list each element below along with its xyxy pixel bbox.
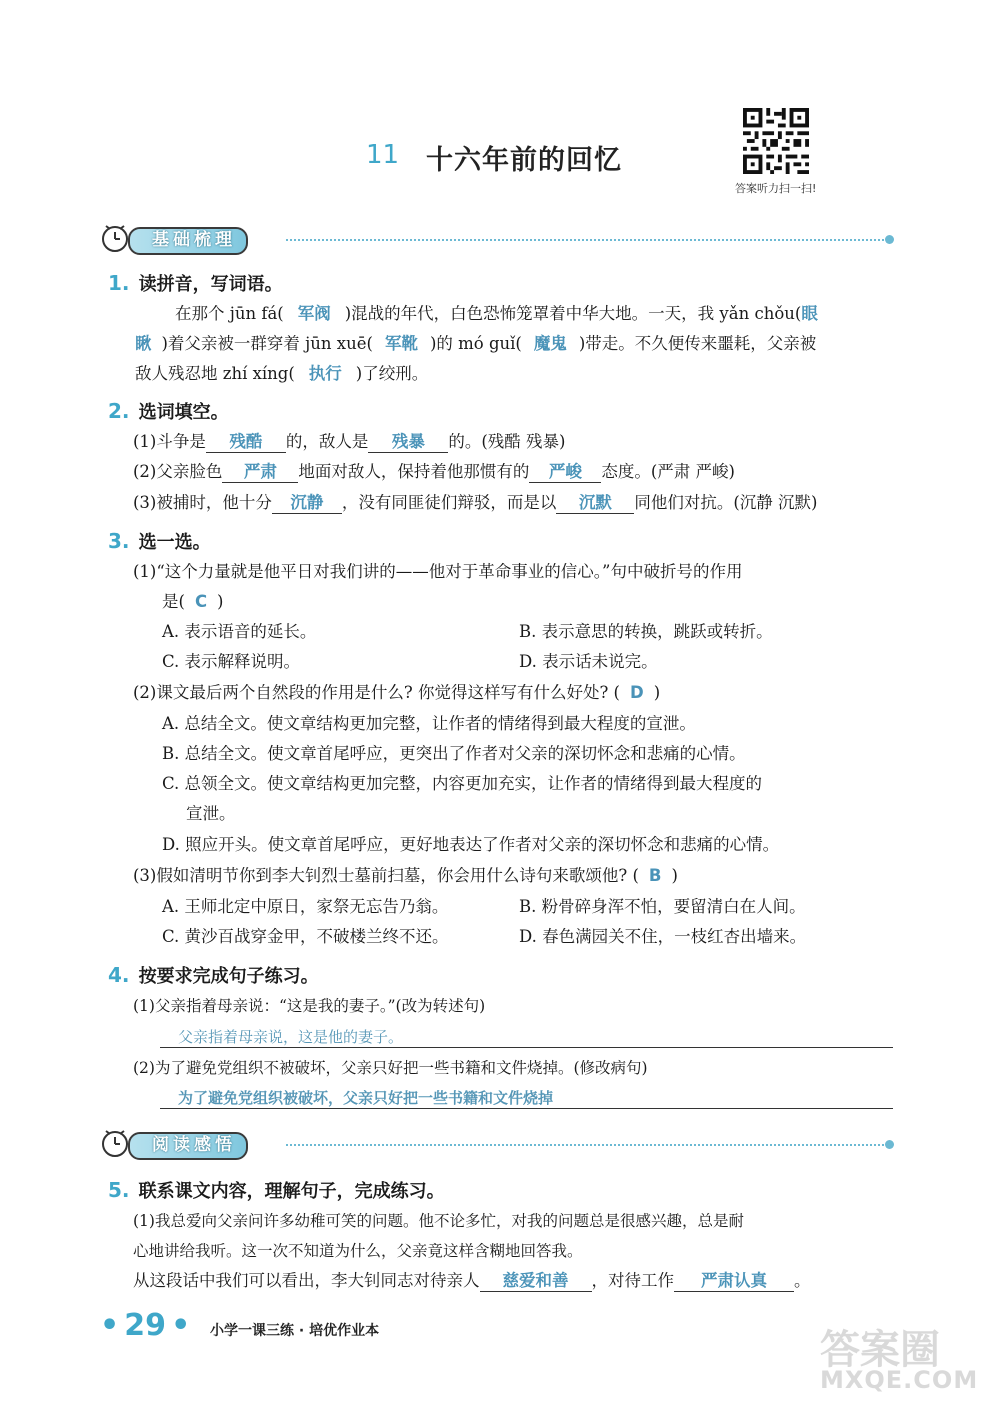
clock-icon bbox=[98, 1125, 132, 1159]
q1-line-3: 敌人残忍地 zhí xíng( 执行 )了绞刑。 bbox=[135, 364, 429, 383]
divider bbox=[286, 239, 884, 241]
answer: 军靴 bbox=[384, 334, 418, 353]
answer: 瞅 bbox=[135, 334, 152, 353]
answer: 魔鬼 bbox=[533, 334, 567, 353]
question-2 bbox=[108, 398, 229, 424]
q3-part-2: (2)课文最后两个自然段的作用是什么? 你觉得这样写有什么好处? ( D ) bbox=[133, 683, 661, 702]
section-label-basic: 基础梳理 bbox=[128, 227, 248, 255]
question-4 bbox=[108, 962, 319, 988]
answer-blank: 慈爱和善 bbox=[480, 1271, 592, 1292]
q3-p1-option-d: D. 表示话未说完。 bbox=[519, 652, 658, 671]
question-title: 联系课文内容，理解句子，完成练习。 bbox=[138, 1181, 445, 1202]
answer-line bbox=[160, 1047, 893, 1048]
question-number: 3. bbox=[108, 529, 130, 553]
q1-line-2: 瞅 )着父亲被一群穿着 jūn xuē( 军靴 )的 mó guǐ( 魔鬼 )带走。不久便传来噩耗，父亲被 bbox=[135, 334, 817, 353]
answer-blank: 沉静 bbox=[272, 493, 342, 514]
question-title: 选一选。 bbox=[138, 532, 211, 553]
answer-blank: 残酷 bbox=[206, 432, 286, 453]
answer-blank: 严峻 bbox=[529, 462, 601, 483]
q3-p2-option-d: D. 照应开头。使文章首尾呼应，更好地表达了作者对父亲的深切怀念和悲痛的心情。 bbox=[162, 835, 780, 854]
q3-p2-option-a: A. 总结全文。使文章结构更加完整，让作者的情绪得到最大程度的宣泄。 bbox=[162, 714, 696, 733]
question-number: 2. bbox=[108, 399, 130, 423]
q5-passage-line-2: 心地讲给我听。这一次不知道为什么，父亲竟这样含糊地回答我。 bbox=[133, 1242, 583, 1260]
answer: 军阀 bbox=[297, 304, 331, 323]
answer: C bbox=[194, 592, 208, 611]
question-number: 4. bbox=[108, 963, 130, 987]
divider bbox=[286, 1144, 884, 1146]
q4-sentence-2: (2)为了避免党组织不被破坏，父亲只好把一些书籍和文件烧掉。(修改病句) bbox=[133, 1059, 648, 1077]
qr-code-image bbox=[743, 108, 809, 174]
q3-p3-option-c: C. 黄沙百战穿金甲，不破楼兰终不还。 bbox=[162, 927, 449, 946]
question-5 bbox=[108, 1177, 445, 1203]
divider-dot bbox=[885, 1140, 894, 1149]
question-title: 按要求完成句子练习。 bbox=[138, 966, 319, 987]
clock-icon bbox=[98, 220, 132, 254]
question-3 bbox=[108, 528, 211, 554]
lesson-header bbox=[366, 138, 666, 178]
qr-caption: 答案听力扫一扫! bbox=[735, 182, 817, 195]
q3-part-3: (3)假如清明节你到李大钊烈士墓前扫墓，你会用什么诗句来歌颂他? ( B ) bbox=[133, 866, 678, 885]
answer-blank: 严肃认真 bbox=[674, 1271, 794, 1292]
q3-p3-option-d: D. 春色满园关不住，一枝红杏出墙来。 bbox=[519, 927, 807, 946]
q3-p2-option-c-cont: 宣泄。 bbox=[186, 804, 236, 823]
q2-sentence-3: (3)被捕时，他十分 沉静 ，没有同匪徒们辩驳，而是以 沉默 同他们对抗。(沉静 沉默) bbox=[133, 493, 818, 512]
qr-code[interactable] bbox=[735, 108, 817, 195]
q3-p1-option-c: C. 表示解释说明。 bbox=[162, 652, 301, 671]
answer: B bbox=[648, 866, 662, 885]
q4-sentence-1: (1)父亲指着母亲说：“这是我的妻子。”(改为转述句) bbox=[133, 997, 486, 1015]
q3-p1-option-a: A. 表示语音的延长。 bbox=[162, 622, 317, 641]
q3-p2-option-b: B. 总结全文。使文章首尾呼应，更突出了作者对父亲的深切怀念和悲痛的心情。 bbox=[162, 744, 746, 763]
lesson-number: 11 bbox=[366, 140, 400, 170]
answer-line bbox=[160, 1108, 893, 1109]
q3-p3-option-b: B. 粉骨碎身浑不怕，要留清白在人间。 bbox=[519, 897, 806, 916]
page-footer: • 29 • 小学一课三练 · 培优作业本 bbox=[100, 1308, 380, 1343]
divider-dot bbox=[885, 235, 894, 244]
q3-p1-option-b: B. 表示意思的转换，跳跃或转折。 bbox=[519, 622, 773, 641]
answer-blank: 残暴 bbox=[368, 432, 448, 453]
watermark-logo: 答案圈 bbox=[820, 1327, 940, 1373]
section-banner-basic bbox=[98, 220, 898, 254]
question-number: 1. bbox=[108, 271, 130, 295]
q3-part-1-answer: 是( C ) bbox=[162, 592, 224, 611]
q3-p3-option-a: A. 王师北定中原日，家祭无忘告乃翁。 bbox=[162, 897, 449, 916]
q2-sentence-1: (1)斗争是 残酷 的，敌人是 残暴 的。(残酷 残暴) bbox=[133, 432, 566, 451]
answer-blank: 严肃 bbox=[222, 462, 298, 483]
answer: 执行 bbox=[308, 364, 342, 383]
q5-question-line: 从这段话中我们可以看出，李大钊同志对待亲人 慈爱和善 ，对待工作 严肃认真 。 bbox=[133, 1271, 811, 1290]
book-title: 小学一课三练 · 培优作业本 bbox=[210, 1323, 380, 1339]
section-banner-reading bbox=[98, 1125, 898, 1159]
section-label-reading: 阅读感悟 bbox=[128, 1132, 248, 1160]
q4-answer-1: 父亲指着母亲说，这是他的妻子。 bbox=[178, 1028, 404, 1046]
q3-part-1: (1)“这个力量就是他平日对我们讲的——他对于革命事业的信心。”句中破折号的作用 bbox=[133, 562, 743, 581]
q3-p2-option-c: C. 总领全文。使文章结构更加完整，内容更加充实，让作者的情绪得到最大程度的 bbox=[162, 774, 763, 793]
q2-sentence-2: (2)父亲脸色 严肃 地面对敌人，保持着他那惯有的 严峻 态度。(严肃 严峻) bbox=[133, 462, 735, 481]
q4-answer-2: 为了避免党组织被破坏，父亲只好把一些书籍和文件烧掉 bbox=[178, 1089, 554, 1107]
lesson-title: 十六年前的回忆 bbox=[426, 145, 622, 176]
question-number: 5. bbox=[108, 1178, 130, 1202]
q1-line-1: 在那个 jūn fá( 军阀 )混战的年代，白色恐怖笼罩着中华大地。一天，我 yǎn chǒu(眼 bbox=[175, 304, 818, 323]
watermark-url: MXQE.COM bbox=[820, 1366, 979, 1394]
answer: D bbox=[630, 683, 644, 702]
answer-blank: 沉默 bbox=[556, 493, 634, 514]
page-number: 29 bbox=[124, 1308, 167, 1343]
answer: 眼 bbox=[801, 304, 818, 323]
question-title: 选词填空。 bbox=[138, 402, 229, 423]
question-title: 读拼音，写词语。 bbox=[138, 274, 283, 295]
question-1 bbox=[108, 270, 908, 296]
q5-passage-line-1: (1)我总爱向父亲问许多幼稚可笑的问题。他不论多忙，对我的问题总是很感兴趣，总是耐 bbox=[133, 1212, 744, 1230]
